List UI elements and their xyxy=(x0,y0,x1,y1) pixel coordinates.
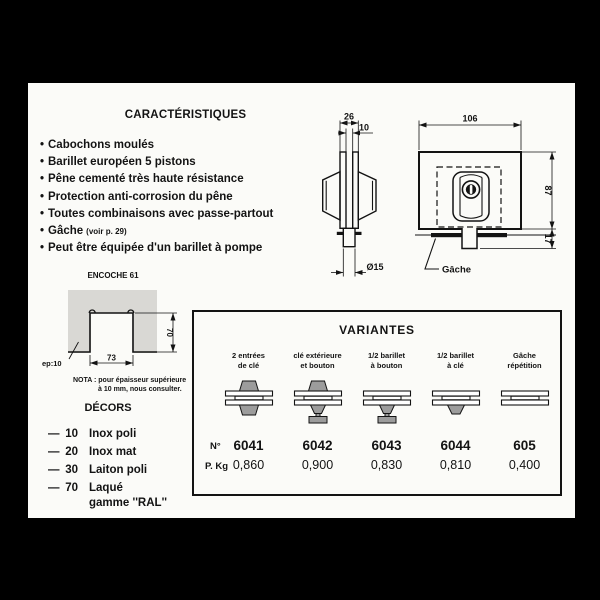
weight-row-label: P. Kg xyxy=(205,461,229,472)
decor-code: 70 xyxy=(65,482,78,494)
thickness-label: ep:10 xyxy=(42,359,62,368)
variantes-table xyxy=(192,310,562,496)
ref-value: 6042 xyxy=(302,438,333,453)
decor-item xyxy=(48,464,147,476)
ref-row-label: N° xyxy=(210,441,221,452)
list-item xyxy=(40,223,273,240)
strike-plate xyxy=(415,228,556,249)
list-item xyxy=(40,154,273,171)
front-view-drawing xyxy=(415,108,560,280)
list-item xyxy=(40,206,273,223)
bullet-icon: • xyxy=(40,207,45,220)
column-header: 2 entrées de clé xyxy=(232,351,265,370)
cabochon-left xyxy=(323,172,340,220)
cabochon-front xyxy=(453,172,489,221)
variantes-ref-row xyxy=(194,438,560,453)
list-item-text: Pêne cementé très haute résistance xyxy=(48,173,244,186)
list-item xyxy=(40,189,273,206)
panel-cutout xyxy=(68,290,157,353)
bolt-stem xyxy=(462,228,477,249)
ref-value: 6041 xyxy=(233,438,264,453)
column-header: Gâche répétition xyxy=(507,351,542,370)
column-header: clé extérieure et bouton xyxy=(293,351,342,370)
variantes-title: VARIANTES xyxy=(339,323,415,337)
column-header: 1/2 barillet à clé xyxy=(436,351,475,370)
dash-icon: — xyxy=(48,464,60,476)
list-item-text: Gâche xyxy=(48,224,84,237)
weight-value: 0,810 xyxy=(439,458,472,472)
decor-label-line2: gamme ''RAL'' xyxy=(89,497,168,509)
bullet-icon: • xyxy=(40,139,45,151)
double-key-entry-icon xyxy=(221,380,277,426)
half-barrel-knob-icon xyxy=(359,380,415,426)
dim-label-17: 17 xyxy=(543,233,553,244)
dimension-106 xyxy=(419,114,521,151)
list-item xyxy=(40,171,273,188)
ref-value: 6043 xyxy=(371,438,402,453)
ref-value: 6044 xyxy=(440,438,471,453)
variantes-weight-row xyxy=(194,458,560,472)
list-item-text: Peut être équipée d'un barillet à pompe xyxy=(48,242,263,255)
list-item-text: Cabochons moulés xyxy=(48,139,155,151)
dimension-10 xyxy=(338,123,373,134)
dim-label-diameter: Ø15 xyxy=(366,262,384,272)
decor-item xyxy=(48,446,136,458)
dimension-17 xyxy=(543,229,553,249)
strike-plate-icon xyxy=(497,380,553,426)
dim-label-26: 26 xyxy=(343,111,355,122)
bullet-icon: • xyxy=(40,156,45,169)
characteristics-list xyxy=(40,137,273,257)
decor-code: 30 xyxy=(65,464,78,476)
list-item-text: Protection anti-corrosion du pêne xyxy=(48,190,233,203)
bullet-icon: • xyxy=(40,242,45,255)
strike-label: Gâche xyxy=(442,264,472,276)
decor-label: Laqué xyxy=(89,482,123,494)
encoche-heading: ENCOCHE 61 xyxy=(87,271,139,280)
dim-label-10: 10 xyxy=(358,122,370,133)
list-item xyxy=(40,240,273,257)
key-and-knob-icon xyxy=(290,380,346,426)
nota-line1: NOTA : pour épaisseur supérieure xyxy=(73,377,187,384)
dim-label-87: 87 xyxy=(543,185,553,196)
characteristics-title: CARACTÉRISTIQUES xyxy=(124,109,247,121)
dim-label-73: 73 xyxy=(107,353,116,363)
decor-label: Laiton poli xyxy=(89,464,148,476)
weight-value: 0,830 xyxy=(370,458,403,472)
weight-value: 0,860 xyxy=(232,458,265,472)
lock-body xyxy=(419,152,521,229)
list-item xyxy=(40,137,273,154)
list-item-text: Barillet européen 5 pistons xyxy=(48,156,196,169)
variantes-icon-row xyxy=(194,380,560,426)
decor-label: Inox mat xyxy=(89,446,137,458)
column-header: 1/2 barillet à bouton xyxy=(367,351,406,370)
side-view-drawing xyxy=(318,108,395,280)
notch-area xyxy=(91,313,132,353)
lock-profile xyxy=(323,152,376,247)
list-item-note: (voir p. 29) xyxy=(86,226,127,236)
decor-code: 20 xyxy=(65,446,78,458)
decors-title: DÉCORS xyxy=(84,402,132,414)
variantes-header-row xyxy=(194,351,560,370)
list-item-text: Toutes combinaisons avec passe-partout xyxy=(48,207,274,220)
dash-icon: — xyxy=(48,428,60,440)
half-barrel-key-icon xyxy=(428,380,484,426)
decor-code: 10 xyxy=(65,428,78,440)
dimension-26 xyxy=(340,112,358,153)
dash-icon: — xyxy=(48,482,60,494)
weight-value: 0,900 xyxy=(301,458,334,472)
cylinder-stem xyxy=(343,228,355,246)
dimension-73 xyxy=(90,354,133,367)
dim-label-106: 106 xyxy=(462,113,478,124)
nota-line2: à 10 mm, nous consulter. xyxy=(98,386,182,393)
cabochon-right xyxy=(358,172,376,220)
ref-value: 605 xyxy=(513,438,536,453)
dash-icon: — xyxy=(48,446,60,458)
bullet-icon: • xyxy=(40,190,45,203)
weight-value: 0,400 xyxy=(508,458,541,472)
encoche-drawing xyxy=(40,286,188,374)
bullet-icon: • xyxy=(40,224,45,237)
decor-label: Inox poli xyxy=(89,428,137,440)
catalog-page xyxy=(28,83,575,518)
bullet-icon: • xyxy=(40,173,45,186)
dimension-diameter-15 xyxy=(331,249,384,277)
decor-item xyxy=(48,482,123,494)
dim-label-70: 70 xyxy=(165,328,174,337)
decor-item xyxy=(48,428,136,440)
